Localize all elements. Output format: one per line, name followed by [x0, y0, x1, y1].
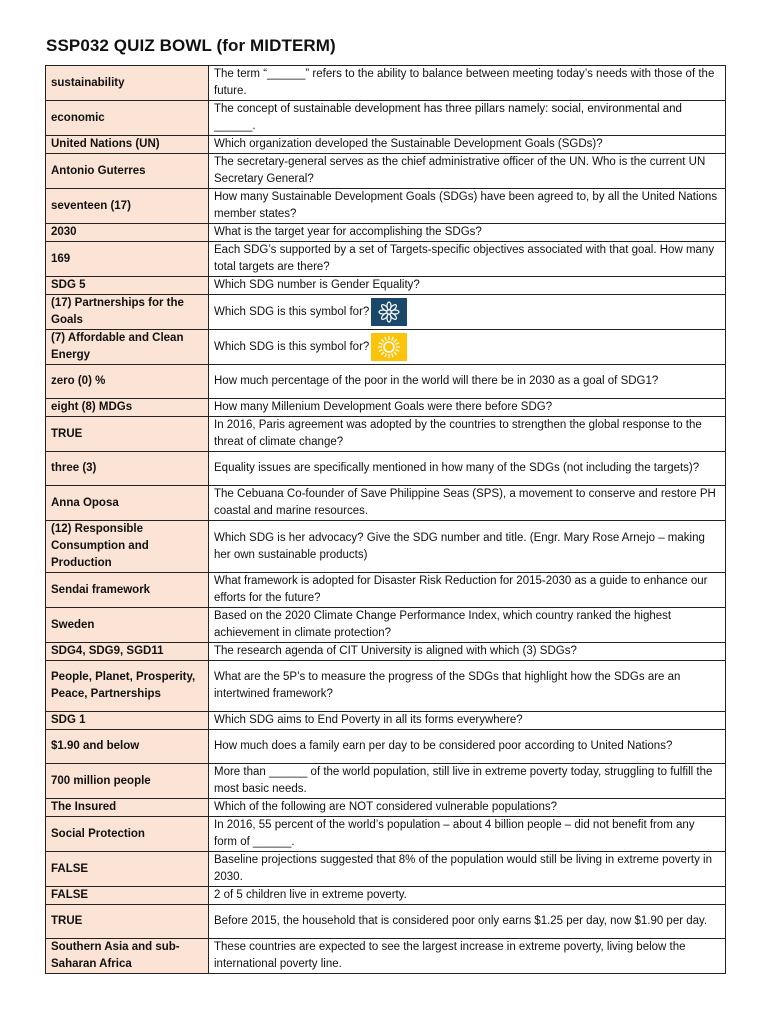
answer-cell: SDG 1	[46, 712, 209, 730]
table-row	[46, 189, 726, 224]
question-text: Which SDG is her advocacy? Give the SDG number and title. (Engr. Mary Rose Arnejo – making her own sustainable products)	[214, 531, 705, 561]
table-row	[46, 66, 726, 101]
table-row	[46, 277, 726, 295]
question-cell	[209, 189, 726, 224]
table-row	[46, 417, 726, 452]
document-title: SSP032 QUIZ BOWL (for MIDTERM)	[46, 36, 336, 55]
answer-cell: zero (0) %	[46, 365, 209, 399]
answer-cell: SDG4, SDG9, SGD11	[46, 643, 209, 661]
question-text: 2 of 5 children live in extreme poverty.	[214, 889, 407, 901]
question-text: What is the target year for accomplishing the SDGs?	[214, 226, 482, 238]
answer-cell: three (3)	[46, 452, 209, 486]
table-row	[46, 154, 726, 189]
question-text: The concept of sustainable development has three pillars namely: social, environmental and ______.	[214, 103, 682, 132]
table-row	[46, 712, 726, 730]
table-row	[46, 905, 726, 939]
question-cell	[209, 887, 726, 905]
answer-cell: Southern Asia and sub-Saharan Africa	[46, 939, 209, 974]
question-text: Equality issues are specifically mentioned in how many of the SDGs (not including the targets)?	[214, 462, 700, 474]
table-row	[46, 136, 726, 154]
question-cell	[209, 242, 726, 277]
question-text: Which SDG is this symbol for?	[214, 306, 370, 319]
question-text: In 2016, Paris agreement was adopted by the countries to strengthen the global response to the threat of climate change?	[214, 419, 702, 448]
answer-cell: Antonio Guterres	[46, 154, 209, 189]
question-text: How many Millenium Development Goals were there before SDG?	[214, 401, 553, 413]
answer-cell: 2030	[46, 224, 209, 242]
question-text: What framework is adopted for Disaster Risk Reduction for 2015-2030 as a guide to enhance our efforts for the future?	[214, 575, 708, 604]
table-row	[46, 365, 726, 399]
answer-cell: Anna Oposa	[46, 486, 209, 521]
question-cell	[209, 905, 726, 939]
question-text: The term “______” refers to the ability to balance between meeting today’s needs with those of the future.	[214, 68, 715, 97]
question-cell	[209, 521, 726, 573]
question-cell	[209, 224, 726, 242]
table-row	[46, 939, 726, 974]
answer-cell: eight (8) MDGs	[46, 399, 209, 417]
answer-cell: FALSE	[46, 887, 209, 905]
question-text: Based on the 2020 Climate Change Performance Index, which country ranked the highest achievement in climate protection?	[214, 610, 672, 639]
answer-cell: TRUE	[46, 905, 209, 939]
question-cell	[209, 295, 726, 330]
question-text: Which organization developed the Sustainable Development Goals (SGDs)?	[214, 138, 603, 150]
question-text: What are the 5P’s to measure the progress of the SDGs that highlight how the SDGs are an intertwined framework?	[214, 671, 681, 700]
question-cell	[209, 277, 726, 295]
answer-cell: 169	[46, 242, 209, 277]
table-row	[46, 295, 726, 330]
table-row	[46, 399, 726, 417]
answer-cell: FALSE	[46, 852, 209, 887]
question-text: The Cebuana Co-founder of Save Philippine Seas (SPS), a movement to conserve and restore PH coastal and marine resources.	[214, 488, 716, 517]
table-row	[46, 887, 726, 905]
question-cell	[209, 764, 726, 799]
question-text: Each SDG’s supported by a set of Targets-specific objectives associated with that goal. How many total targets are there?	[214, 244, 715, 273]
question-cell	[209, 330, 726, 365]
answer-cell: TRUE	[46, 417, 209, 452]
answer-cell: $1.90 and below	[46, 730, 209, 764]
question-cell	[209, 817, 726, 852]
answer-cell: (12) Responsible Consumption and Production	[46, 521, 209, 573]
table-row	[46, 799, 726, 817]
answer-cell: SDG 5	[46, 277, 209, 295]
question-cell	[209, 661, 726, 712]
question-cell	[209, 136, 726, 154]
question-cell	[209, 365, 726, 399]
question-text: How much percentage of the poor in the world will there be in 2030 as a goal of SDG1?	[214, 375, 659, 387]
quiz-table-body	[46, 66, 726, 974]
question-text: How much does a family earn per day to be considered poor according to United Nations?	[214, 740, 673, 752]
answer-cell: economic	[46, 101, 209, 136]
table-row	[46, 573, 726, 608]
question-cell	[209, 939, 726, 974]
question-cell	[209, 730, 726, 764]
table-row	[46, 643, 726, 661]
question-text: Which of the following are NOT considered vulnerable populations?	[214, 801, 558, 813]
table-row	[46, 521, 726, 573]
question-cell	[209, 66, 726, 101]
answer-cell: People, Planet, Prosperity, Peace, Partnerships	[46, 661, 209, 712]
question-text: More than ______ of the world population, still live in extreme poverty today, struggling to fulfill the most basic needs.	[214, 766, 713, 795]
question-cell	[209, 573, 726, 608]
question-cell	[209, 608, 726, 643]
table-row	[46, 661, 726, 712]
question-cell	[209, 712, 726, 730]
sdg7-sun-icon	[371, 333, 407, 361]
table-row	[46, 330, 726, 365]
table-row	[46, 242, 726, 277]
answer-cell: (17) Partnerships for the Goals	[46, 295, 209, 330]
question-cell	[209, 399, 726, 417]
question-text: These countries are expected to see the largest increase in extreme poverty, living below the international poverty line.	[214, 941, 686, 970]
table-row	[46, 852, 726, 887]
table-row	[46, 764, 726, 799]
question-text: The secretary-general serves as the chief administrative officer of the UN. Who is the current UN Secretary General?	[214, 156, 706, 185]
answer-cell: Sweden	[46, 608, 209, 643]
question-cell	[209, 101, 726, 136]
table-row	[46, 608, 726, 643]
question-cell	[209, 643, 726, 661]
answer-cell: sustainability	[46, 66, 209, 101]
question-text: Which SDG number is Gender Equality?	[214, 279, 420, 291]
table-row	[46, 101, 726, 136]
question-cell	[209, 486, 726, 521]
answer-cell: United Nations (UN)	[46, 136, 209, 154]
table-row	[46, 730, 726, 764]
question-text: How many Sustainable Development Goals (SDGs) have been agreed to, by all the United Nations member states?	[214, 191, 718, 220]
question-cell	[209, 417, 726, 452]
question-cell	[209, 452, 726, 486]
answer-cell: seventeen (17)	[46, 189, 209, 224]
answer-cell: Social Protection	[46, 817, 209, 852]
question-cell	[209, 852, 726, 887]
question-text: The research agenda of CIT University is aligned with which (3) SDGs?	[214, 645, 577, 657]
question-cell	[209, 799, 726, 817]
answer-cell: The Insured	[46, 799, 209, 817]
answer-cell: Sendai framework	[46, 573, 209, 608]
table-row	[46, 817, 726, 852]
answer-cell: 700 million people	[46, 764, 209, 799]
sdg17-partnership-icon	[371, 298, 407, 326]
table-row	[46, 452, 726, 486]
question-text: In 2016, 55 percent of the world’s population – about 4 billion people – did not benefit from any form of ______.	[214, 819, 695, 848]
question-cell	[209, 154, 726, 189]
question-text: Which SDG aims to End Poverty in all its forms everywhere?	[214, 714, 523, 726]
table-row	[46, 224, 726, 242]
question-text: Which SDG is this symbol for?	[214, 341, 370, 354]
table-row	[46, 486, 726, 521]
answer-cell: (7) Affordable and Clean Energy	[46, 330, 209, 365]
question-text: Before 2015, the household that is considered poor only earns $1.25 per day, now $1.90 per day.	[214, 915, 708, 927]
question-text: Baseline projections suggested that 8% of the population would still be living in extreme poverty in 2030.	[214, 854, 712, 883]
quiz-table	[45, 65, 726, 974]
